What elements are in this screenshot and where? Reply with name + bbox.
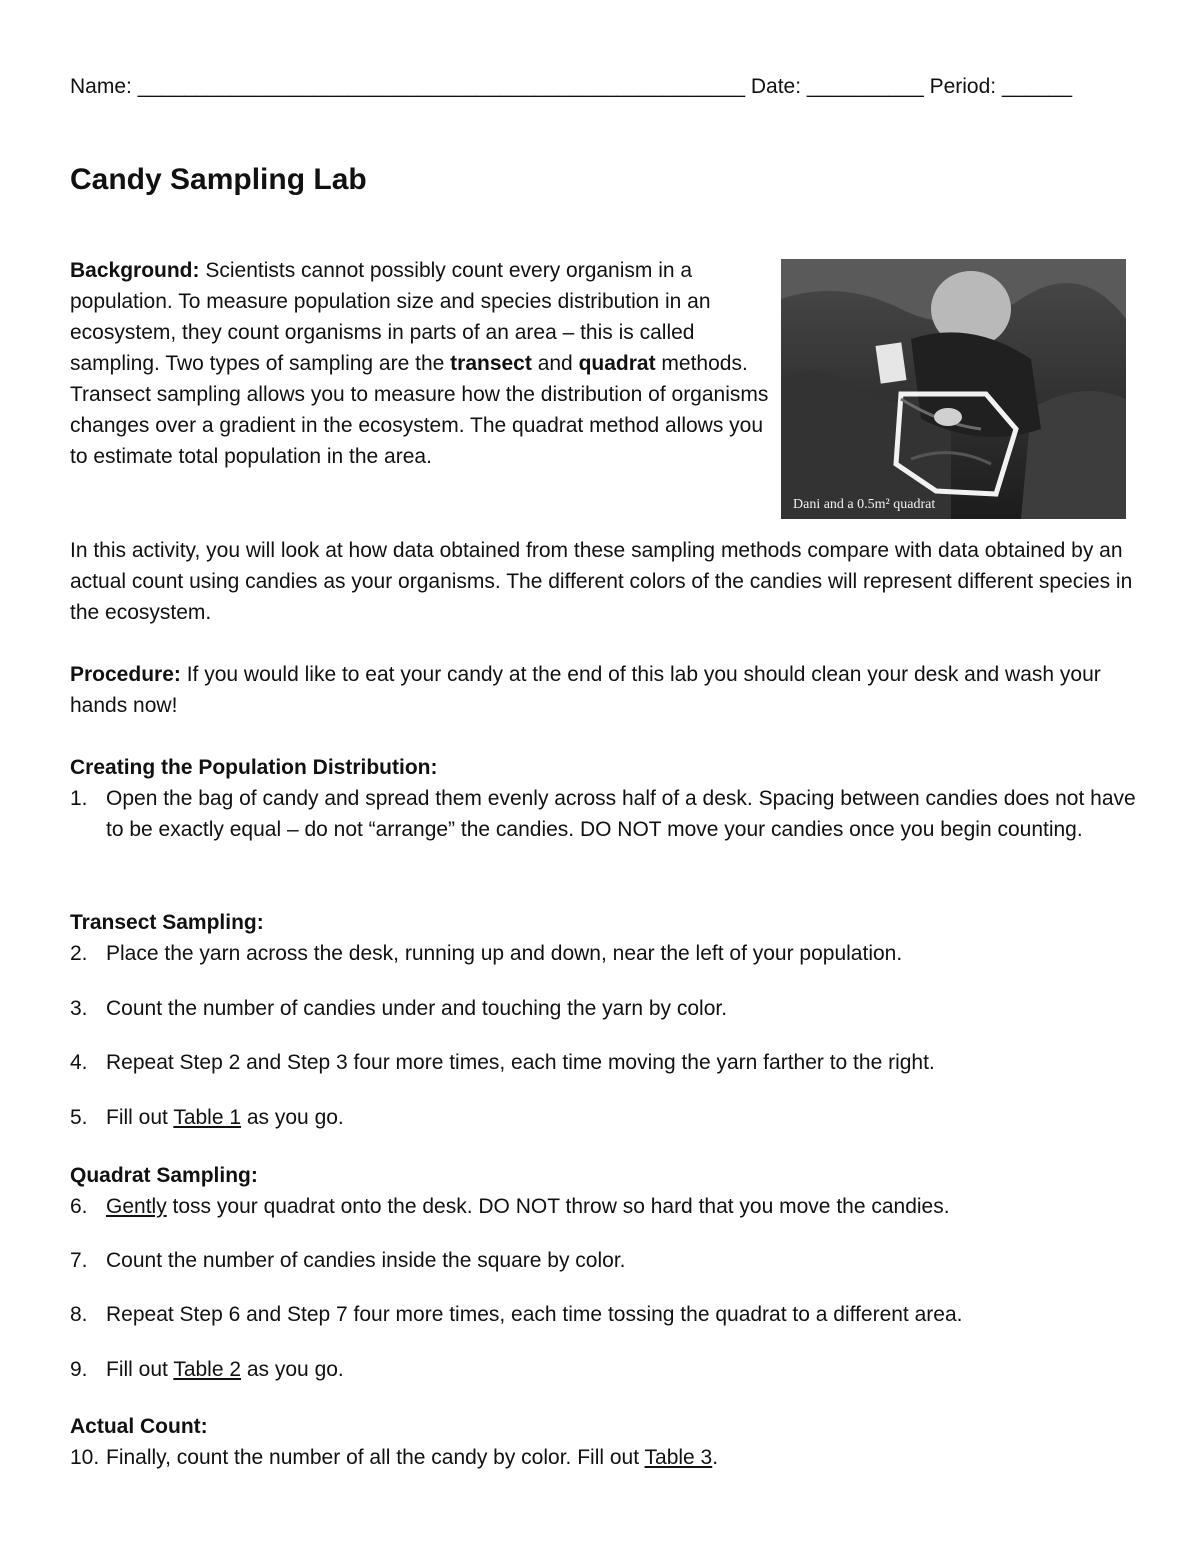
step-number: 1. xyxy=(70,787,88,810)
step-text xyxy=(106,1354,1140,1385)
section-heading-actual: Actual Count: xyxy=(70,1415,208,1438)
step-5 xyxy=(70,1102,1140,1133)
photo-illustration xyxy=(781,259,1126,519)
section-heading-creating: Creating the Population Distribution: xyxy=(70,756,438,779)
step-text-post: . xyxy=(712,1446,719,1469)
step-10 xyxy=(70,1442,1140,1473)
background-text-1: Scientists cannot possibly count every organism in a population. To measure population size and species distribution in an ecosystem, they count organisms in parts of an area – this is called sampling. Two types of sampling are the xyxy=(70,259,711,375)
step-4 xyxy=(70,1047,1140,1078)
photo-caption: Dani and a 0.5m² quadrat xyxy=(793,497,936,512)
step-text-pre: Fill out xyxy=(106,1106,174,1129)
step-number: 10. xyxy=(70,1446,100,1469)
step-number: 4. xyxy=(70,1051,88,1074)
step-3 xyxy=(70,993,1140,1024)
step-text: Repeat Step 6 and Step 7 four more times, each time tossing the quadrat to a different area. xyxy=(106,1303,963,1326)
section-heading-quadrat: Quadrat Sampling: xyxy=(70,1164,258,1187)
name-label: Name: xyxy=(70,75,132,98)
table-3-link: Table 3 xyxy=(644,1446,713,1469)
transect-word: transect xyxy=(450,352,532,375)
step-text-pre: Finally, count the number of all the candy by color. Fill out xyxy=(106,1446,645,1469)
step-number: 3. xyxy=(70,997,88,1020)
procedure-text: If you would like to eat your candy at the end of this lab you should clean your desk and wash your hands now! xyxy=(70,663,1101,717)
table-1-link: Table 1 xyxy=(173,1106,242,1129)
step-number: 9. xyxy=(70,1358,88,1381)
period-label: Period: xyxy=(929,75,997,98)
gently-word: Gently xyxy=(106,1195,167,1218)
step-7 xyxy=(70,1245,1140,1276)
step-number: 5. xyxy=(70,1106,88,1129)
step-text: Place the yarn across the desk, running up and down, near the left of your population. xyxy=(106,942,903,965)
step-text-post: toss your quadrat onto the desk. DO NOT throw so hard that you move the candies. xyxy=(166,1195,950,1218)
step-text-post: as you go. xyxy=(241,1106,344,1129)
step-text-pre: Fill out xyxy=(106,1358,174,1381)
step-6 xyxy=(70,1191,1140,1222)
step-8 xyxy=(70,1299,1140,1330)
step-2 xyxy=(70,938,1140,969)
background-paragraph xyxy=(70,255,770,472)
intro-paragraph: In this activity, you will look at how data obtained from these sampling methods compare with data obtained by an actual count using candies as your organisms. The different colors of the candies will represent different species in the ecosystem. xyxy=(70,539,1133,624)
background-text-3: methods. Transect sampling allows you to measure how the distribution of organisms changes over a gradient in the ecosystem. The quadrat method allows you to estimate total population in the area. xyxy=(70,352,769,468)
step-text: Open the bag of candy and spread them evenly across half of a desk. Spacing between candies does not have to be exactly equal – do not “arrange” the candies. DO NOT move your candies once you begin counting. xyxy=(106,787,1136,841)
step-number: 7. xyxy=(70,1249,88,1272)
page-title: Candy Sampling Lab xyxy=(70,163,367,196)
procedure-label: Procedure: xyxy=(70,663,181,686)
step-1 xyxy=(70,783,1140,845)
header-line xyxy=(70,71,1132,102)
step-text: Repeat Step 2 and Step 3 four more times, each time moving the yarn farther to the right. xyxy=(106,1051,935,1074)
step-text: Count the number of candies under and touching the yarn by color. xyxy=(106,997,728,1020)
step-text xyxy=(106,1102,1140,1133)
name-blank: ____________________________________________________ xyxy=(137,75,746,98)
step-number: 2. xyxy=(70,942,88,965)
step-9 xyxy=(70,1354,1140,1385)
background-label: Background: xyxy=(70,259,200,282)
section-heading-transect: Transect Sampling: xyxy=(70,911,264,934)
background-text-2: and xyxy=(531,352,579,375)
step-text xyxy=(106,1442,1140,1473)
procedure-paragraph xyxy=(70,659,1140,721)
table-2-link: Table 2 xyxy=(173,1358,242,1381)
quadrat-word: quadrat xyxy=(578,352,656,375)
quadrat-photo xyxy=(781,259,1126,519)
step-text xyxy=(106,1191,1140,1222)
step-number: 6. xyxy=(70,1195,88,1218)
step-text-post: as you go. xyxy=(241,1358,344,1381)
date-blank: __________ xyxy=(806,75,924,98)
step-number: 8. xyxy=(70,1303,88,1326)
step-text: Count the number of candies inside the square by color. xyxy=(106,1249,626,1272)
date-label: Date: xyxy=(750,75,802,98)
period-blank: ______ xyxy=(1001,75,1073,98)
